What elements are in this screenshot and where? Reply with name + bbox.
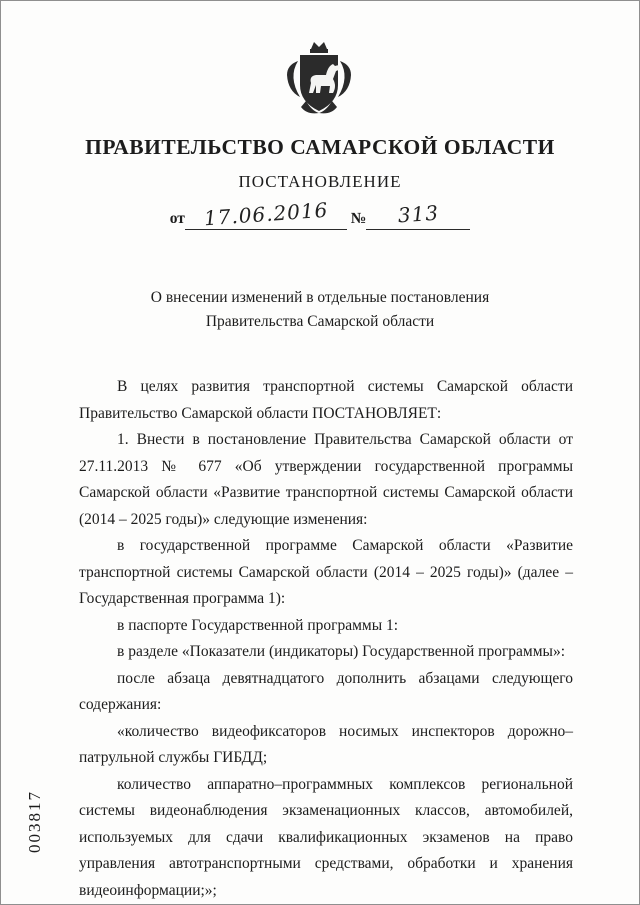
paragraph-quote-1: «количество видеофиксаторов носимых инспекторов дорожно–патрульной службы ГИБДД; [79,722,573,766]
date-prefix-label: от [169,210,185,227]
handwritten-number: 313 [396,200,440,228]
document-title [80,286,560,334]
paragraph-passport: в паспорте Государственной программы 1: [117,616,399,634]
organization-name: ПРАВИТЕЛЬСТВО САМАРСКОЙ ОБЛАСТИ [85,135,555,159]
document-title-line-2: Правительства Самарской области [205,313,435,330]
paragraph-program: в государственной программе Самарской области «Развитие транспортной системы Самарской области (2014 – 2025 годы)» (далее – Государственная программа 1): [79,537,573,607]
paragraph-item-1: 1. Внести в постановление Правительства Самарской области от 27.11.2013 № 677 «Об утверждении государственной программы Самарской области «Развитие транспортной системы Самарской области (2014 – 2025 годы)» следующие изменения: [79,431,573,528]
document-body [79,374,573,904]
date-number-line [1,197,639,231]
date-fill-line [185,197,347,231]
handwritten-date: 17.06.2016 [202,197,329,231]
document-type: ПОСТАНОВЛЕНИЕ [238,172,402,191]
paragraph-section: в разделе «Показатели (индикаторы) Государственной программы»: [117,643,566,660]
document-title-line-1: О внесении изменений в отдельные постановления [150,289,490,306]
registration-stamp-number: 003817 [25,790,44,853]
number-fill-line [366,200,470,230]
paragraph-addition: после абзаца девятнадцатого дополнить абзацами следующего содержания: [79,669,573,713]
coat-of-arms-icon [282,39,358,121]
number-prefix-label: № [350,210,367,227]
paragraph-preamble: В целях развития транспортной системы Самарской области Правительство Самарской области ПОСТАНОВЛЯЕТ: [79,378,573,422]
paragraph-quote-2: количество аппаратно–программных комплексов региональной системы видеонаблюдения экзаменационных классов, автомобилей, используемых для сдачи квалификационных экзаменов на право управления автотранспортными средствами, обработки и хранения видеоинформации;»; [79,775,573,899]
